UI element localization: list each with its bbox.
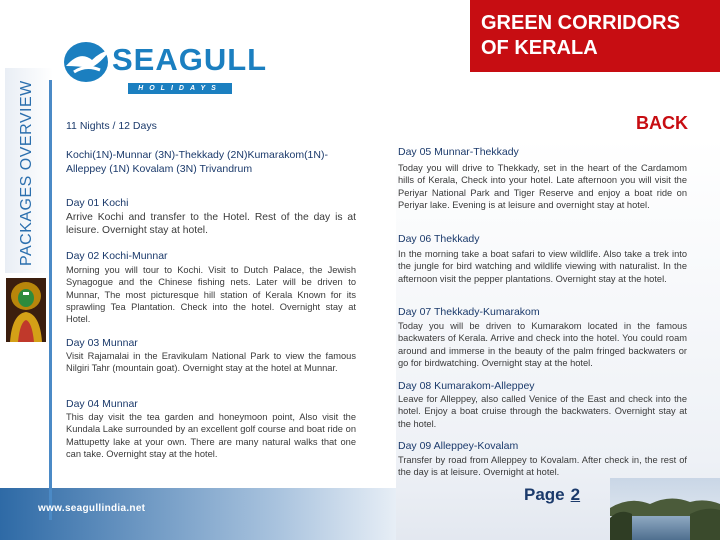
day-02-title: Day 02 Kochi-Munnar: [66, 250, 168, 262]
day-06-text: In the morning take a boat safari to view wildlife. Also take a trek into the jungle for bird watching and wildlife viewing with naturalist. In the afternoon visit the pepper plantations. Overnight stay at the hotel.: [398, 249, 687, 284]
title-line-2: OF KERALA: [481, 37, 598, 59]
day-07-title: Day 07 Thekkady-Kumarakom: [398, 306, 540, 318]
tour-duration: 11 Nights / 12 Days: [66, 120, 157, 132]
tour-route: Kochi(1N)-Munnar (3N)-Thekkady (2N)Kumarakom(1N)- Alleppey (1N) Kovalam (3N) Trivandrum: [66, 149, 328, 175]
website-url: www.seagullindia.net: [38, 503, 146, 514]
day-08-title: Day 08 Kumarakom-Alleppey: [398, 380, 535, 392]
page-indicator: [524, 485, 580, 505]
kathakali-dancer-image: [6, 278, 46, 342]
logo-wordmark: SEAGULL: [112, 42, 268, 77]
seagull-bird-icon: [60, 36, 112, 88]
seagull-logo: [58, 30, 268, 100]
sidebar-divider: [49, 80, 52, 520]
day-04-title: Day 04 Munnar: [66, 398, 138, 410]
day-01-title: Day 01 Kochi: [66, 197, 129, 209]
sidebar-label: PACKAGES OVERVIEW: [18, 80, 35, 266]
day-05-text: Today you will drive to Thekkady, set in the heart of the Cardamom hills of Kerala, Check into your hotel. Late afternoon you will visit the Periyar National Park and Tiger Reserve and enjoy a boat ride on Periyar lake. Evening is at leisure and overnight stay at hotel.: [398, 163, 687, 210]
day-09-text: Transfer by road from Alleppey to Kovalam. After check in, the rest of the day is at leisure. Overnight at hotel.: [398, 455, 687, 478]
footer-band: [0, 488, 396, 540]
day-02-text: Morning you will tour to Kochi. Visit to Dutch Palace, the Jewish Synagogue and the Chinese fishing nets. Later will be driven to Munnar, The most picturesque hill station of Kerala Known for its sprawling Tea Plantation. Check into the hotel. Overnight stay at Hotel.: [66, 265, 356, 325]
day-05-title: Day 05 Munnar-Thekkady: [398, 146, 519, 158]
day-03-text: Visit Rajamalai in the Eravikulam National Park to view the famous Nilgiri Tahr (mountain goat). Overnight stay at the hotel at Munnar.: [66, 351, 356, 374]
day-03-title: Day 03 Munnar: [66, 337, 138, 349]
logo-subtitle: HOLIDAYS: [128, 83, 232, 94]
day-07-text: Today you will be driven to Kumarakom located in the famous backwaters of Kerala. Arrive and check into the hotel. You could roam around and immerse in the beauty of the palm fringed backwaters or go for birdwatching. Overnight stay at the hotel.: [398, 321, 687, 368]
day-06-title: Day 06 Thekkady: [398, 233, 480, 245]
page-label: Page: [524, 485, 565, 504]
day-04-text: This day visit the tea garden and honeymoon point, Also visit the Kundala Lake surrounded by an excellent golf course and boat ride on Mattupetty lake at your own. There are many natural walks that one can take. Overnight stay at the hotel.: [66, 412, 356, 459]
day-01-text: Arrive Kochi and transfer to the Hotel. Rest of the day is at leisure. Overnight stay at hotel.: [66, 212, 356, 236]
day-09-title: Day 09 Alleppey-Kovalam: [398, 440, 519, 452]
page-number-link[interactable]: 2: [570, 485, 581, 504]
day-08-text: Leave for Alleppey, also called Venice of the East and check into the hotel. Enjoy a boat cruise through the backwaters. Overnight stay at the hotel.: [398, 394, 687, 429]
back-button[interactable]: BACK: [636, 113, 688, 133]
page-title: [481, 11, 720, 61]
title-line-1: GREEN CORRIDORS: [481, 12, 680, 34]
lake-landscape-image: [610, 478, 720, 540]
